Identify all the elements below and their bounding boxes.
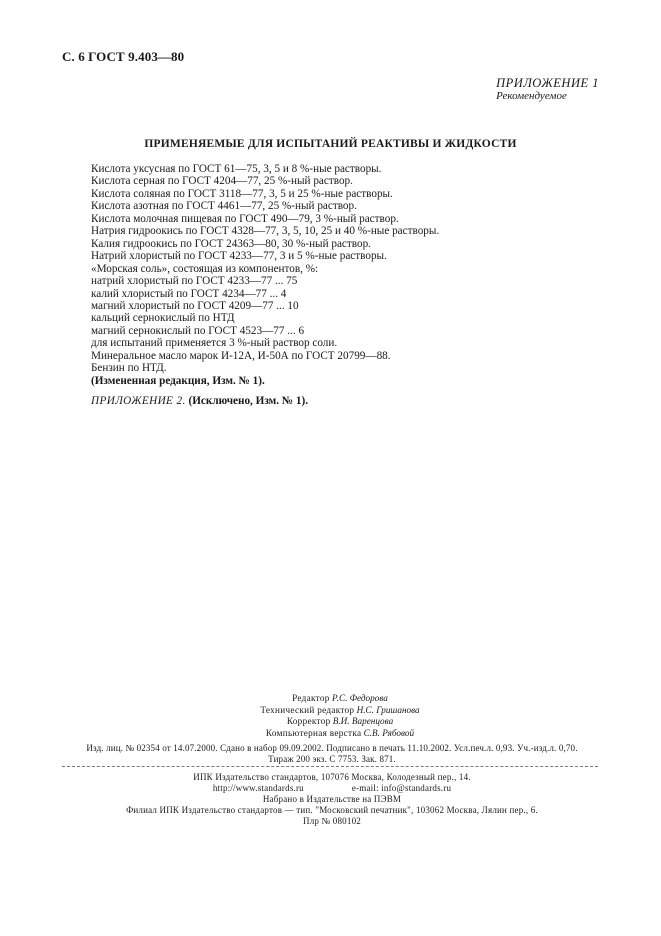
appendix-2-note bbox=[91, 395, 308, 407]
imprint-line: Тираж 200 экз. С 7753. Зак. 871. bbox=[268, 754, 396, 765]
credit-role: Технический редактор bbox=[260, 704, 355, 715]
divider bbox=[62, 766, 598, 767]
website-link[interactable]: http://www.standards.ru bbox=[212, 782, 304, 793]
reagent-list bbox=[91, 163, 591, 387]
imprint-line: Изд. лиц. № 02354 от 14.07.2000. Сдано в набор 09.09.2002. Подписано в печать 11.10.2002. Усл.печ.л. 0,93. Уч.-изд.л. 0,70. bbox=[86, 743, 578, 753]
credit-role: Редактор bbox=[292, 693, 330, 703]
editorial-credits bbox=[200, 693, 480, 739]
publisher-address: ИПК Издательство стандартов, 107076 Москва, Колодезный пер., 14. bbox=[193, 772, 471, 782]
list-item: для испытаний применяется 3 %-ный раствор соли. bbox=[91, 337, 338, 350]
credit-line bbox=[200, 728, 480, 740]
typeset-note: Набрано в Издательстве на ПЭВМ bbox=[262, 793, 402, 804]
credit-role: Корректор bbox=[286, 716, 331, 726]
list-item: кальций сернокислый по НТД bbox=[91, 312, 235, 325]
appendix-2-status: (Исключено, Изм. № 1). bbox=[188, 395, 309, 407]
list-item: Кислота азотная по ГОСТ 4461—77, 25 %-ный раствор. bbox=[91, 200, 357, 213]
publisher-contacts bbox=[62, 783, 602, 794]
credit-person: В.И. Варенцова bbox=[332, 716, 394, 726]
list-item: Натрия гидроокись по ГОСТ 4328—77, 3, 5, 10, 25 и 40 %-ные растворы. bbox=[91, 225, 440, 238]
credit-line bbox=[200, 693, 480, 705]
appendix-title: ПРИЛОЖЕНИЕ 1 bbox=[496, 76, 599, 90]
credit-line bbox=[200, 716, 480, 728]
credit-line bbox=[200, 705, 480, 717]
appendix-label bbox=[496, 76, 599, 102]
list-item: Натрий хлористый по ГОСТ 4233—77, 3 и 5 %-ные растворы. bbox=[91, 250, 387, 263]
license-number: Плр № 080102 bbox=[303, 815, 361, 826]
list-item: Кислота молочная пищевая по ГОСТ 490—79, 3 %-ный раствор. bbox=[91, 212, 399, 225]
credit-person: С.В. Рябовой bbox=[363, 727, 415, 738]
list-item: калий хлористый по ГОСТ 4234—77 ... 4 bbox=[91, 287, 287, 300]
list-item: Бензин по НТД. bbox=[91, 362, 167, 375]
section-title: ПРИМЕНЯЕМЫЕ ДЛЯ ИСПЫТАНИЙ РЕАКТИВЫ И ЖИДКОСТИ bbox=[144, 138, 517, 150]
list-item: Минеральное масло марок И-12А, И-50А по ГОСТ 20799—88. bbox=[91, 349, 391, 362]
list-item: Калия гидроокись по ГОСТ 24363—80, 30 %-ный раствор. bbox=[91, 237, 371, 250]
amendment-note: (Измененная редакция, Изм. № 1). bbox=[91, 374, 265, 387]
credit-role: Компьютерная верстка bbox=[265, 727, 362, 738]
list-item: натрий хлористый по ГОСТ 4233—77 ... 75 bbox=[91, 275, 298, 288]
list-item: магний хлористый по ГОСТ 4209—77 ... 10 bbox=[91, 299, 299, 312]
branch-address: Филиал ИПК Издательство стандартов — тип. "Московский печатник", 103062 Москва, Лялин пер., 6. bbox=[126, 804, 538, 815]
email-link[interactable]: e-mail: info@standards.ru bbox=[351, 782, 452, 793]
list-item: Кислота соляная по ГОСТ 3118—77, 3, 5 и 25 %-ные растворы. bbox=[91, 187, 393, 200]
appendix-subtitle: Рекомендуемое bbox=[496, 90, 567, 102]
appendix-2-label: ПРИЛОЖЕНИЕ 2. bbox=[91, 395, 186, 407]
publisher-info bbox=[62, 772, 602, 827]
list-item: магний сернокислый по ГОСТ 4523—77 ... 6 bbox=[91, 324, 305, 337]
list-item: Кислота уксусная по ГОСТ 61—75, 3, 5 и 8 %-ные растворы. bbox=[91, 163, 382, 175]
list-item: Кислота серная по ГОСТ 4204—77, 25 %-ный раствор. bbox=[91, 175, 353, 188]
credit-person: Р.С. Федорова bbox=[331, 693, 388, 703]
print-imprint bbox=[62, 743, 602, 766]
page-reference: С. 6 ГОСТ 9.403—80 bbox=[62, 49, 185, 64]
list-item: «Морская соль», состоящая из компонентов, %: bbox=[91, 262, 319, 275]
credit-person: Н.С. Гришанова bbox=[356, 704, 420, 715]
